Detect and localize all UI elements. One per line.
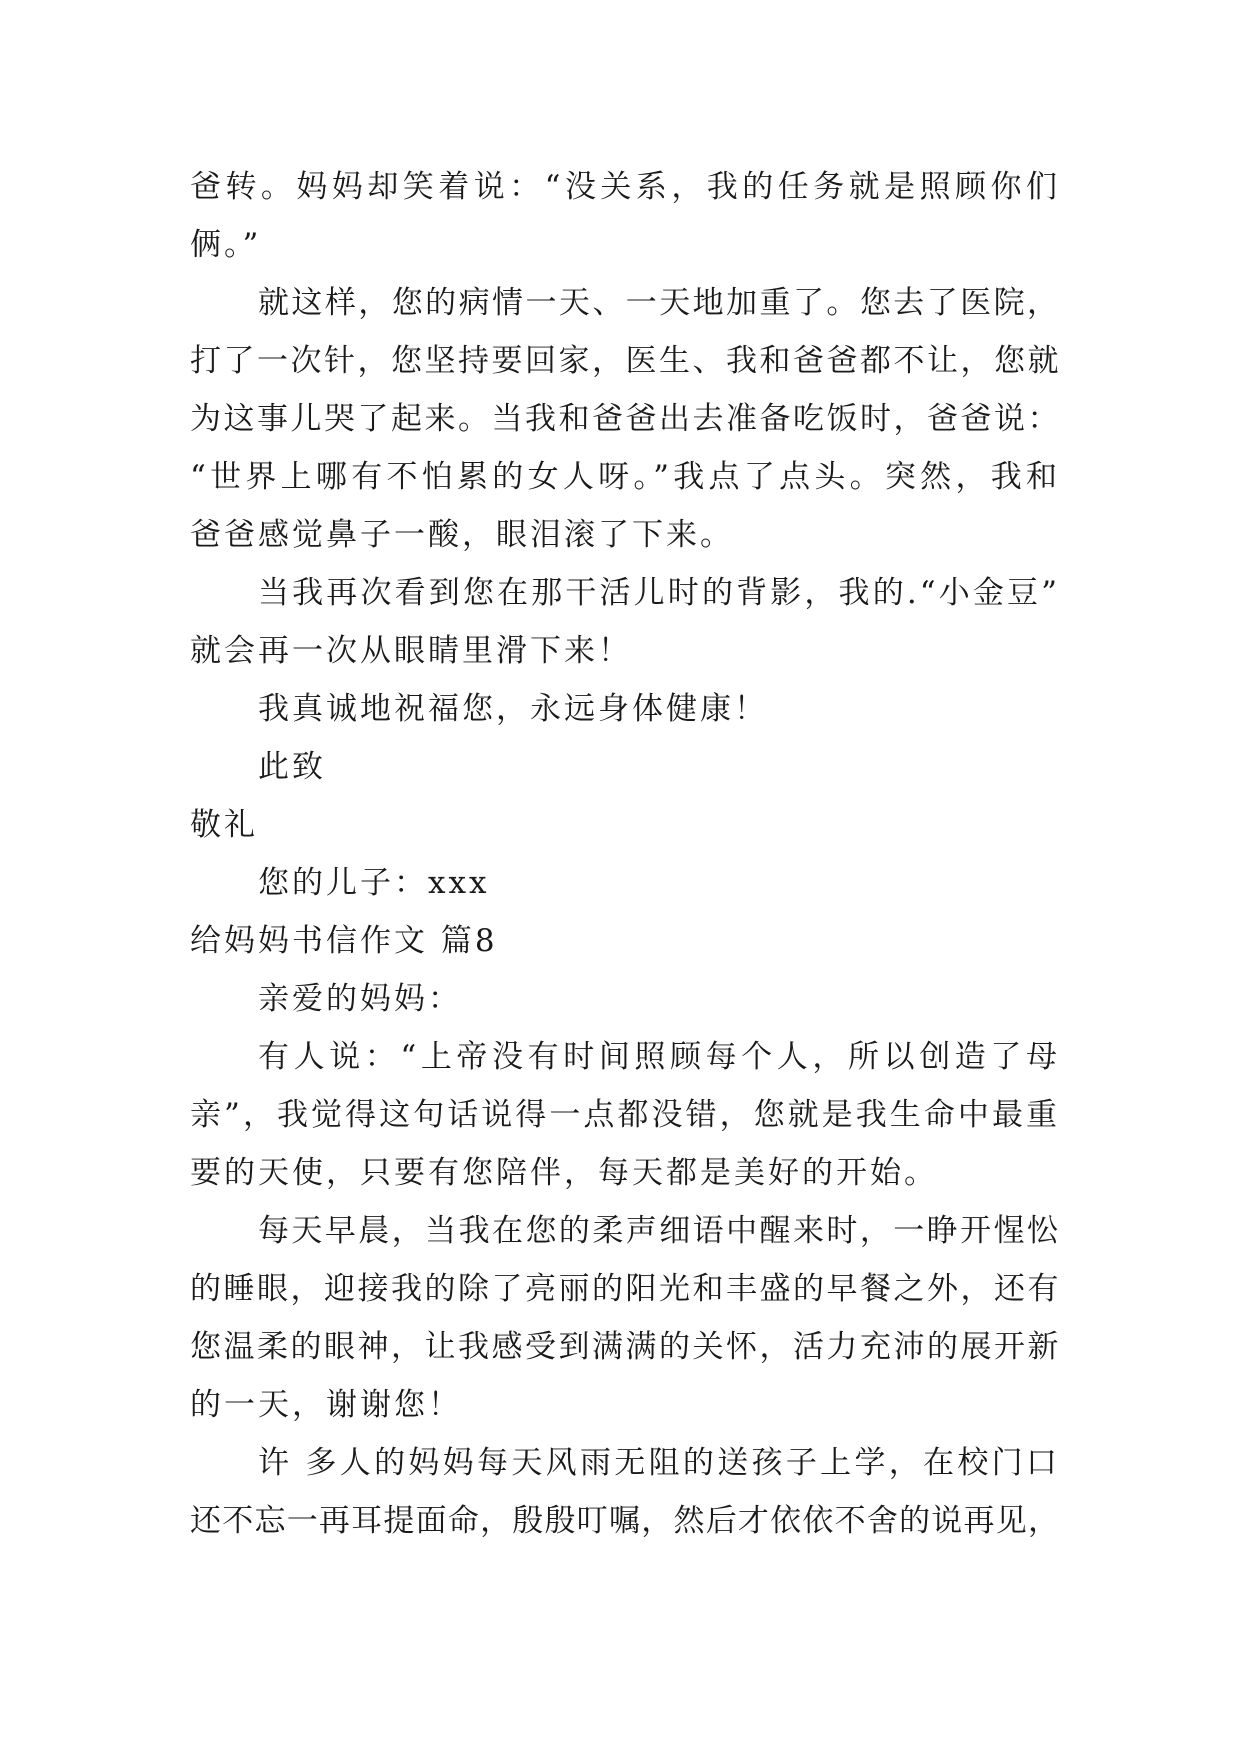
text-line: 您的儿子：xxx	[258, 865, 490, 901]
text-line: 还不忘一再耳提面命，殷殷叮嘱，然后才依依不舍的说再见，	[190, 1503, 1060, 1539]
text-line: 给妈妈书信作文 篇8	[190, 923, 498, 959]
text-line: 就这样，您的病情一天、一天地加重了。您去了医院，	[258, 285, 1060, 321]
text-line: 的睡眼，迎接我的除了亮丽的阳光和丰盛的早餐之外，还有	[190, 1271, 1061, 1307]
text-line: 亲”，我觉得这句话说得一点都没错，您就是我生命中最重	[190, 1097, 1060, 1133]
text-line: 就会再一次从眼睛里滑下来！	[190, 633, 632, 669]
letter-body	[190, 158, 1060, 1550]
text-line: 当我再次看到您在那干活儿时的背影，我的.“小金豆”	[258, 575, 1060, 611]
text-line: 敬礼	[190, 807, 258, 843]
text-line: 爸转。妈妈却笑着说：“没关系，我的任务就是照顾你们	[190, 169, 1060, 205]
text-line: 您温柔的眼神，让我感受到满满的关怀，活力充沛的展开新	[190, 1329, 1061, 1365]
text-line: 的一天，谢谢您！	[190, 1387, 462, 1423]
text-line: 每天早晨，当我在您的柔声细语中醒来时，一睁开惺忪	[258, 1213, 1060, 1249]
text-line: 此致	[258, 749, 326, 785]
text-line: “世界上哪有不怕累的女人呀。”我点了点头。突然，我和	[190, 459, 1060, 495]
text-line: 亲爱的妈妈：	[258, 981, 462, 1017]
text-line: 俩。”	[190, 227, 262, 263]
text-line: 爸爸感觉鼻子一酸，眼泪滚了下来。	[190, 517, 734, 553]
text-line: 打了一次针，您坚持要回家，医生、我和爸爸都不让，您就	[190, 343, 1061, 379]
text-line: 许 多人的妈妈每天风雨无阻的送孩子上学，在校门口	[258, 1445, 1060, 1481]
text-line: 为这事儿哭了起来。当我和爸爸出去准备吃饭时，爸爸说：	[190, 401, 1061, 437]
text-line: 有人说：“上帝没有时间照顾每个人，所以创造了母	[258, 1039, 1060, 1075]
text-line: 要的天使，只要有您陪伴，每天都是美好的开始。	[190, 1155, 938, 1191]
text-line: 我真诚地祝福您，永远身体健康！	[258, 691, 768, 727]
